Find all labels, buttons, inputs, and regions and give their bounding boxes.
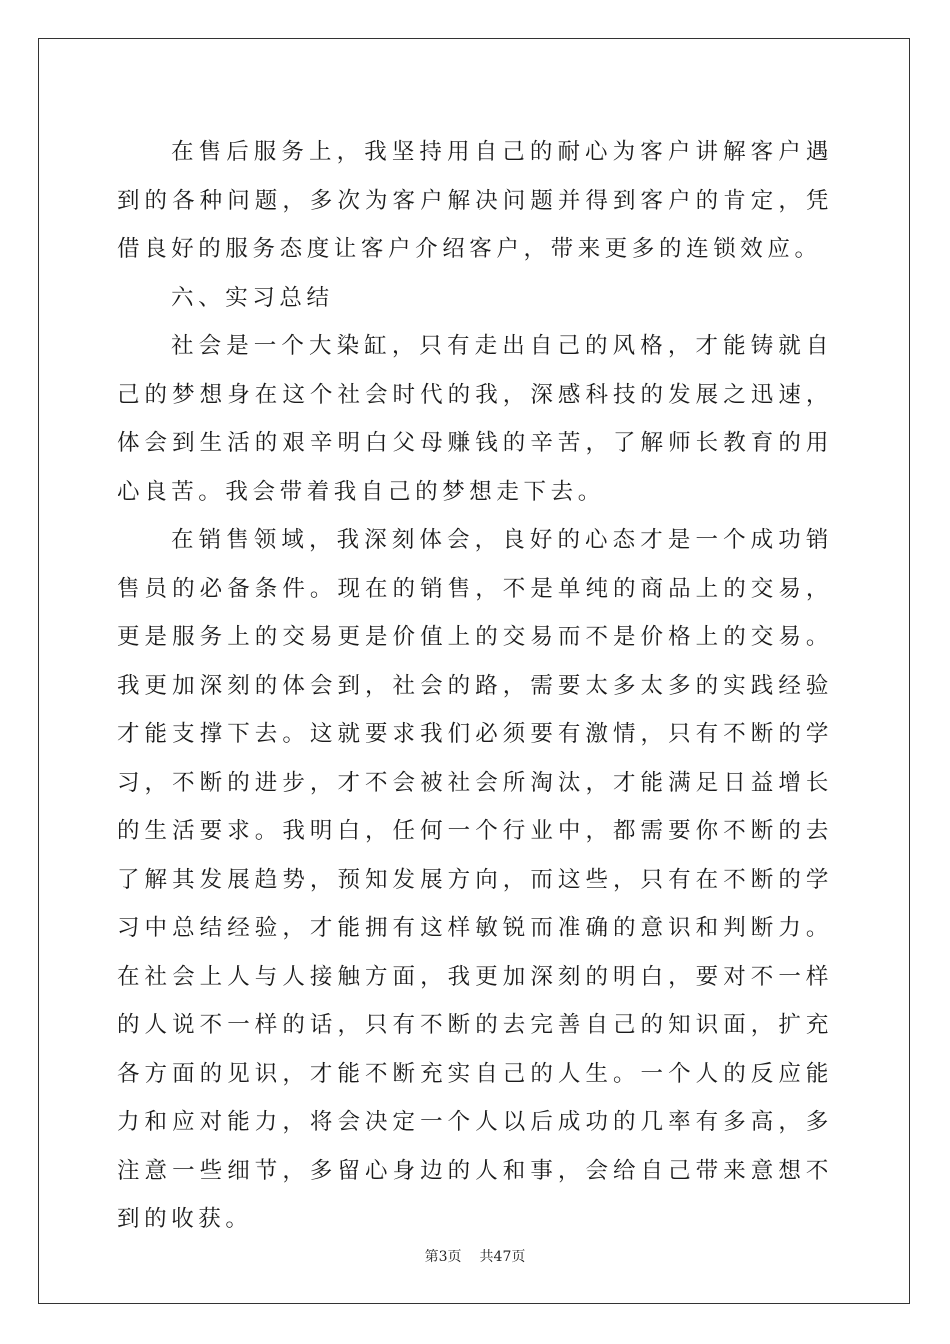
document-body: [117, 128, 833, 1244]
paragraph-after-sales: 在售后服务上，我坚持用自己的耐心为客户讲解客户遇到的各种问题，多次为客户解决问题并得到客户的肯定，凭借良好的服务态度让客户介绍客户，带来更多的连锁效应。: [117, 139, 833, 262]
section-heading-internship-summary: 六、实习总结: [171, 284, 334, 311]
page-number: 第3页: [424, 1249, 462, 1265]
page-total: 共47页: [479, 1249, 526, 1265]
page-footer: [0, 1248, 950, 1266]
paragraph-society: 社会是一个大染缸，只有走出自己的风格，才能铸就自己的梦想身在这个社会时代的我，深感科技的发展之迅速，体会到生活的艰辛明白父母赚钱的辛苦，了解师长教育的用心良苦。我会带着我自己的梦想走下去。: [117, 333, 833, 505]
paragraph-sales-field: 在销售领域，我深刻体会，良好的心态才是一个成功销售员的必备条件。现在的销售，不是单纯的商品上的交易，更是服务上的交易更是价值上的交易而不是价格上的交易。我更加深刻的体会到，社会的路，需要太多太多的实践经验才能支撑下去。这就要求我们必须要有激情，只有不断的学习，不断的进步，才不会被社会所淘汰，才能满足日益增长的生活要求。我明白，任何一个行业中，都需要你不断的去了解其发展趋势，预知发展方向，而这些，只有在不断的学习中总结经验，才能拥有这样敏锐而准确的意识和判断力。在社会上人与人接触方面，我更加深刻的明白，要对不一样的人说不一样的话，只有不断的去完善自己的知识面，扩充各方面的见识，才能不断充实自己的人生。一个人的反应能力和应对能力，将会决定一个人以后成功的几率有多高，多注意一些细节，多留心身边的人和事，会给自己带来意想不到的收获。: [117, 527, 833, 1232]
